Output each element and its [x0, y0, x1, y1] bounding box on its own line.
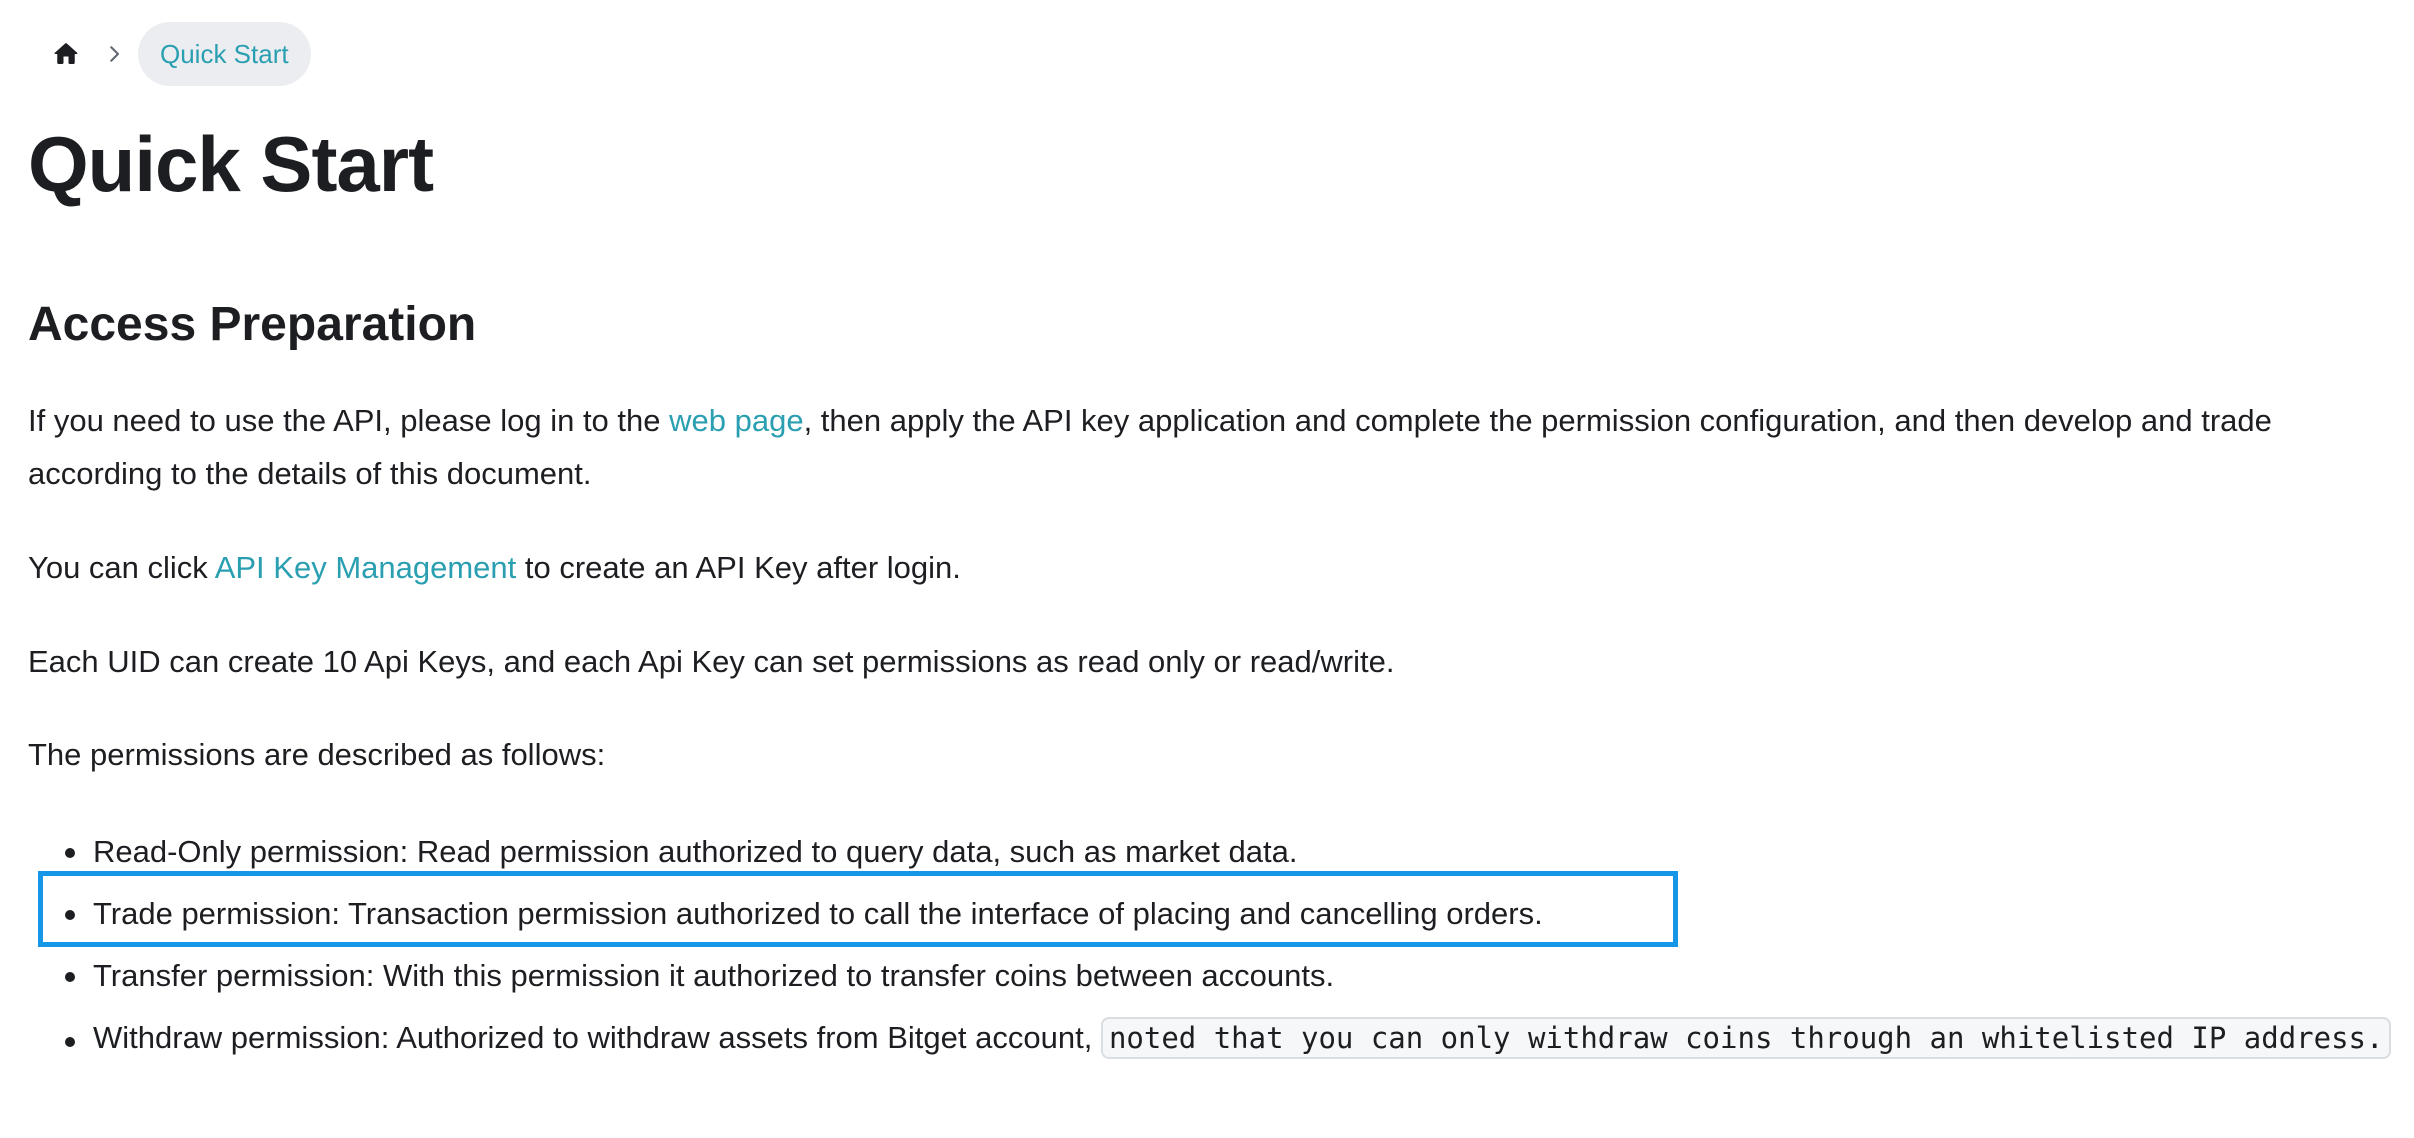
inline-code-whitelist-note: noted that you can only withdraw coins through an whitelisted IP address.	[1101, 1017, 2392, 1059]
permissions-intro: The permissions are described as follows:	[28, 737, 606, 772]
intro-text-start: If you need to use the API, please log in to the	[28, 403, 670, 438]
api-key-text-start: You can click	[28, 550, 215, 585]
intro-text-end: , then apply the API key application and complete the permission configuration, and then develop and trade according to the details of this document.	[28, 403, 2272, 491]
breadcrumb	[40, 22, 311, 86]
intro-paragraph	[28, 394, 2368, 500]
home-icon	[51, 39, 81, 69]
page-title: Quick Start	[28, 120, 434, 208]
api-key-paragraph	[28, 541, 2368, 594]
list-item-read-only	[28, 821, 2398, 883]
list-item-trade	[28, 883, 2398, 945]
permission-text: Transfer permission: With this permission it authorized to transfer coins between accounts.	[93, 958, 1335, 993]
chevron-right-icon	[92, 28, 138, 80]
api-key-management-link[interactable]: API Key Management	[214, 550, 517, 585]
uid-paragraph: Each UID can create 10 Api Keys, and each Api Key can set permissions as read only or read/write.	[28, 644, 1395, 679]
list-item-withdraw	[28, 1010, 2398, 1066]
permissions-list	[28, 821, 2398, 1066]
bullet	[65, 910, 75, 920]
web-page-link[interactable]: web page	[669, 403, 804, 438]
breadcrumb-home-link[interactable]	[40, 28, 92, 80]
bullet	[65, 972, 75, 982]
permission-text: Trade permission: Transaction permission authorized to call the interface of placing and cancelling orders.	[93, 896, 1543, 931]
breadcrumb-current: Quick Start	[138, 22, 311, 86]
api-key-text-end: to create an API Key after login.	[516, 550, 961, 585]
bullet	[65, 1037, 75, 1047]
permission-text: Read-Only permission: Read permission authorized to query data, such as market data.	[93, 834, 1298, 869]
list-item-transfer	[28, 945, 2398, 1007]
bullet	[65, 848, 75, 858]
permission-text: Withdraw permission: Authorized to withdraw assets from Bitget account,	[93, 1020, 1101, 1055]
section-heading-access-preparation: Access Preparation	[28, 298, 477, 351]
